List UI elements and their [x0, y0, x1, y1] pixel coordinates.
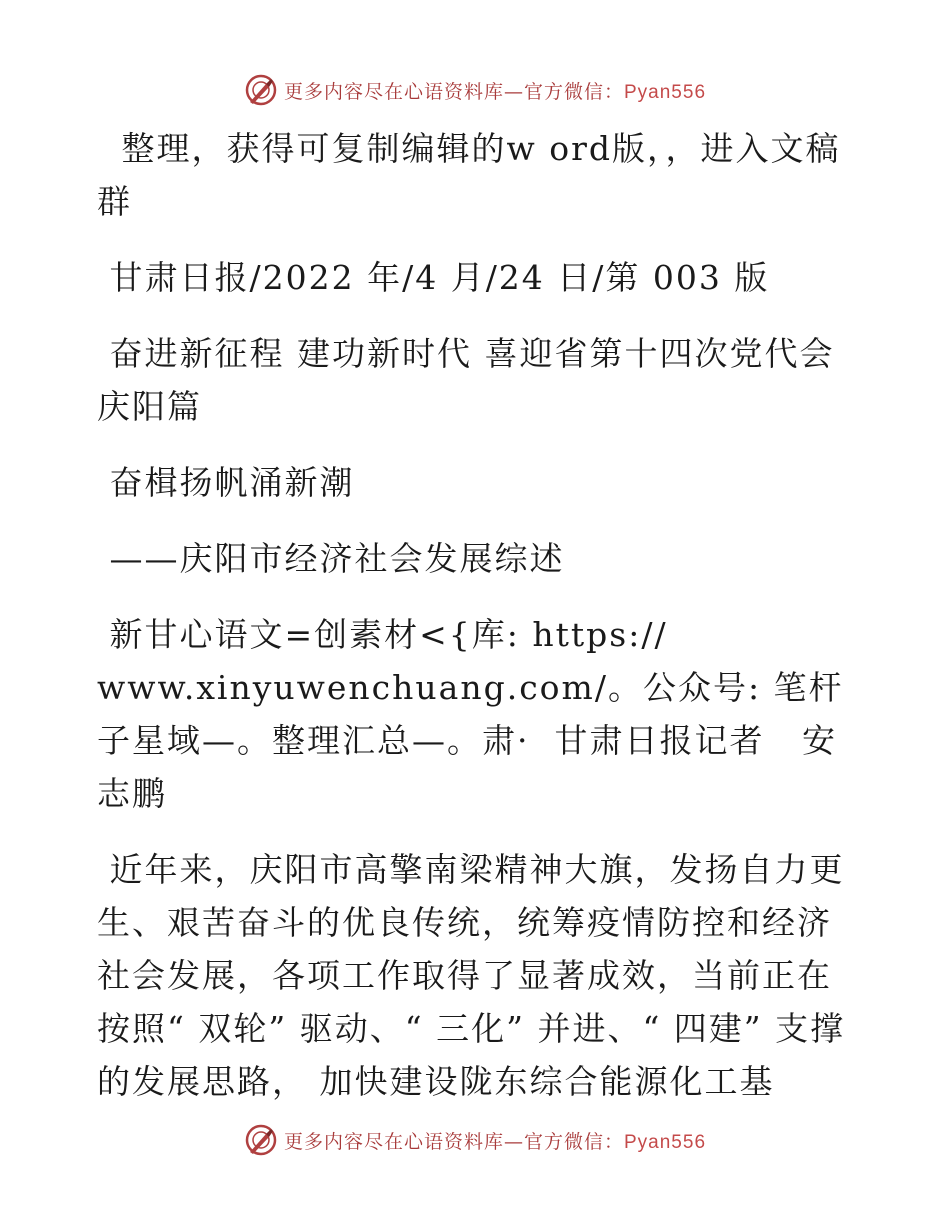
source-line: 甘肃日报/2022 年/4 月/24 日/第 003 版 [97, 258, 770, 297]
document-body [97, 122, 857, 1131]
pen-logo-icon [244, 73, 278, 107]
article-title: 奋楫扬帆涌新潮 [97, 463, 355, 502]
banner-text: 更多内容尽在心语资料库—官方微信：Pyan556 [283, 1130, 707, 1153]
source-note-continuation: www.xinyuwenchuang.com/。公众号: 笔杆子星域—。整理汇总—。肃· 甘肃日报记者 安志鹏 [97, 668, 844, 813]
article-subtitle: ——庆阳市经济社会发展综述 [97, 539, 565, 578]
body-paragraph: 近年来，庆阳市高擎南梁精神大旗，发扬自力更生、艰苦奋斗的优良传统，统筹疫情防控和经济社会发展，各项工作取得了显著成效，当前正在按照“ 双轮” 驱动、“ 三化” 并进、“ 四建” 支撑的发展思路， 加快建设陇东综合能源化工基 [97, 850, 846, 1101]
section-heading: 奋进新征程 建功新时代 喜迎省第十四次党代会庆阳篇 [97, 334, 835, 426]
intro-paragraph: 整理，获得可复制编辑的w ord版，，进入文稿群 [97, 129, 841, 221]
header-banner [0, 70, 950, 110]
footer-banner [0, 1120, 950, 1160]
banner-text: 更多内容尽在心语资料库—官方微信：Pyan556 [283, 80, 707, 103]
source-note-line: 新甘心语文=创素材<{库: https:// [97, 615, 668, 654]
pen-logo-icon [244, 1123, 278, 1157]
